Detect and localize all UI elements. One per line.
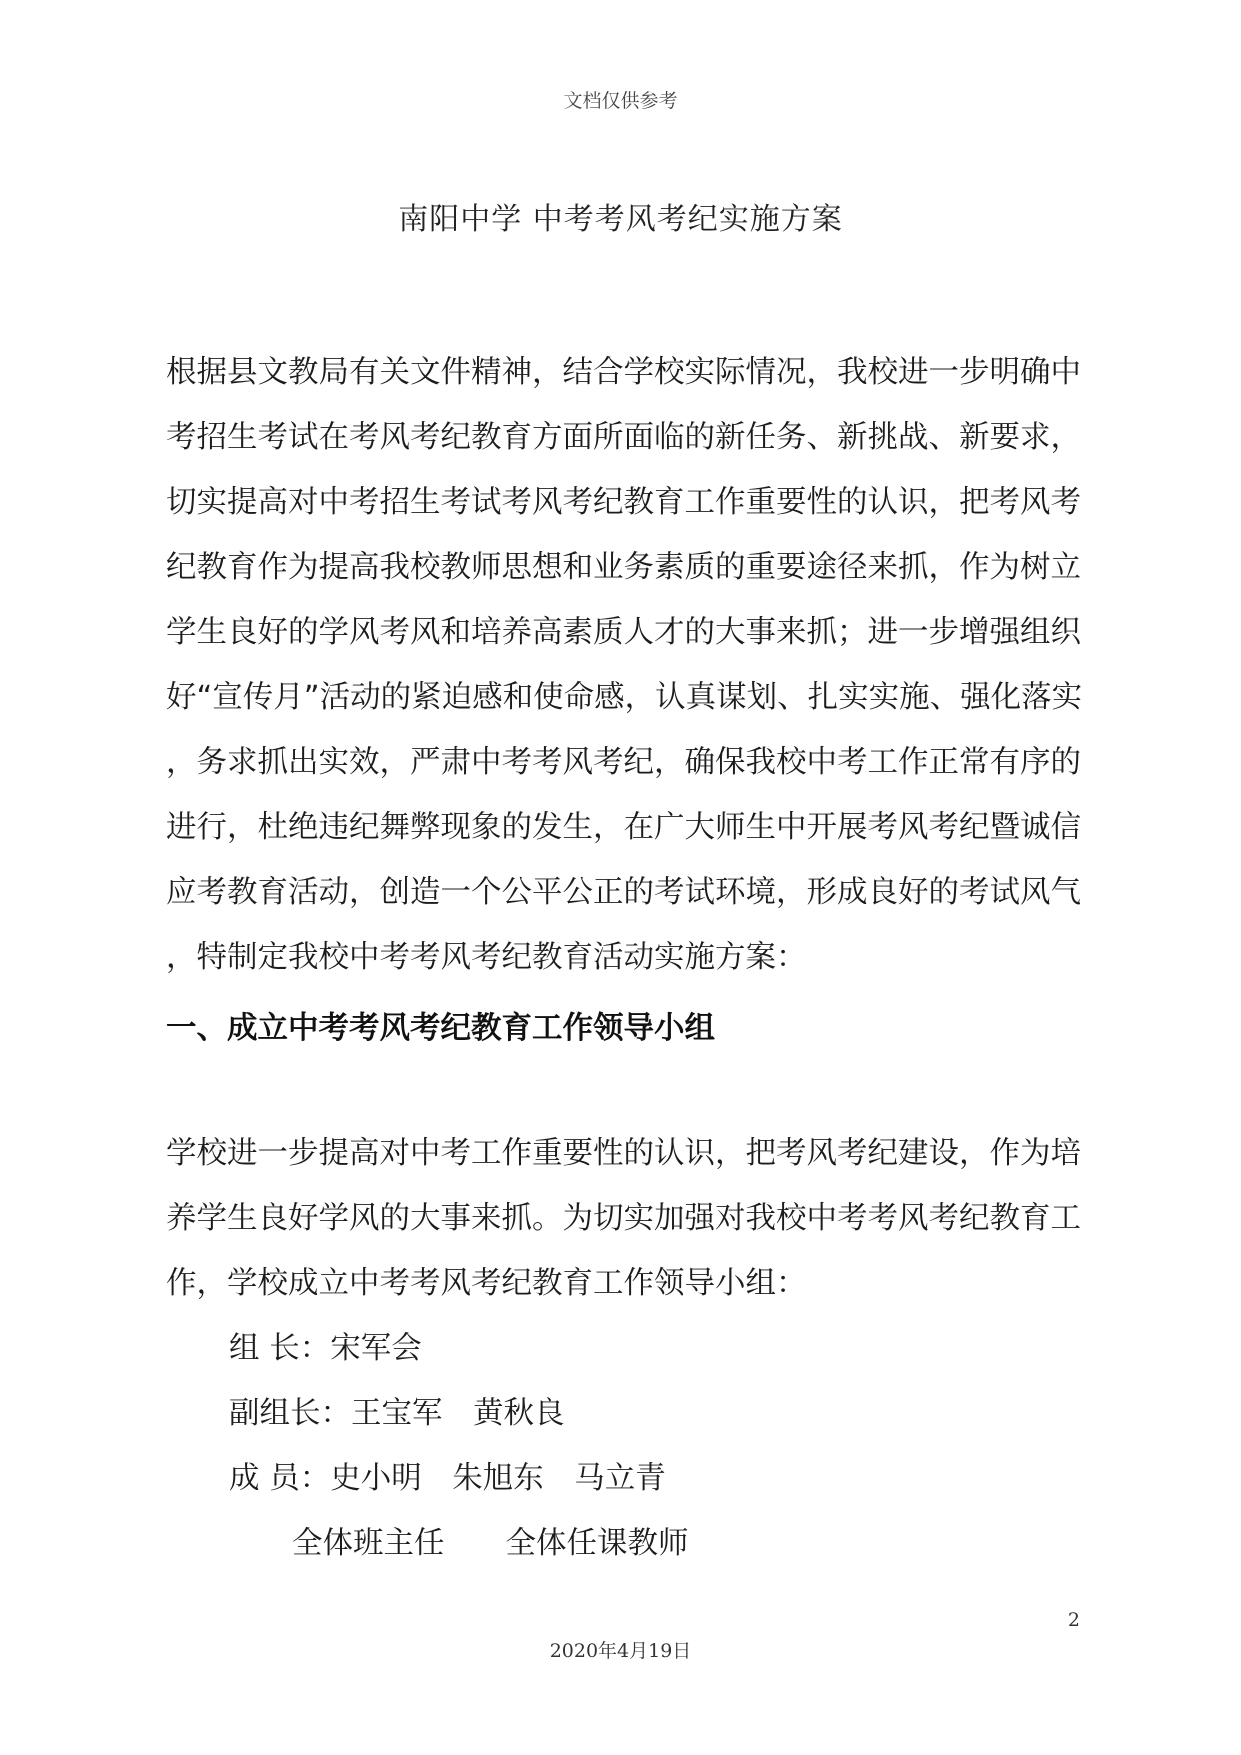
roster-members-extra: 全体班主任 全体任课教师 — [292, 1526, 689, 1561]
paragraph-line: 好“宣传月”活动的紧迫感和使命感，认真谋划、扎实实施、强化落实 — [166, 680, 1083, 715]
paragraph-line: 纪教育作为提高我校教师思想和业务素质的重要途径来抓，作为树立 — [166, 550, 1081, 585]
roster-deputy: 副组长：王宝军 黄秋良 — [229, 1396, 565, 1431]
header-note: 文档仅供参考 — [563, 90, 678, 112]
paragraph-line: 作，学校成立中考考风考纪教育工作领导小组： — [166, 1266, 807, 1301]
page-number: 2 — [1067, 1609, 1080, 1631]
roster-leader: 组 长：宋军会 — [229, 1331, 422, 1366]
roster-members: 成 员：史小明 朱旭东 马立青 — [229, 1461, 666, 1496]
section1-paragraph — [166, 1121, 1080, 1316]
paragraph-line: 根据县文教局有关文件精神，结合学校实际情况，我校进一步明确中 — [166, 355, 1081, 390]
paragraph-line: 切实提高对中考招生考试考风考纪教育工作重要性的认识，把考风考 — [166, 485, 1081, 520]
paragraph-line: 养学生良好学风的大事来抓。为切实加强对我校中考考风考纪教育工 — [166, 1201, 1081, 1236]
paragraph-line: 学生良好的学风考风和培养高素质人才的大事来抓；进一步增强组织 — [166, 615, 1081, 650]
footer-date: 2020年4月19日 — [549, 1640, 692, 1662]
paragraph-line: 进行，杜绝违纪舞弊现象的发生，在广大师生中开展考风考纪暨诚信 — [166, 810, 1081, 845]
intro-paragraph — [166, 340, 1083, 990]
document-title: 南阳中学 中考考风考纪实施方案 — [398, 202, 843, 237]
paragraph-line: 学校进一步提高对中考工作重要性的认识，把考风考纪建设，作为培 — [166, 1136, 1081, 1171]
section-heading: 一、成立中考考风考纪教育工作领导小组 — [166, 1011, 715, 1046]
paragraph-line: 考招生考试在考风考纪教育方面所面临的新任务、新挑战、新要求， — [166, 420, 1081, 455]
paragraph-line: ，务求抓出实效，严肃中考考风考纪，确保我校中考工作正常有序的 — [166, 745, 1081, 780]
paragraph-line: ，特制定我校中考考风考纪教育活动实施方案： — [166, 940, 807, 975]
paragraph-line: 应考教育活动，创造一个公平公正的考试环境，形成良好的考试风气 — [166, 875, 1081, 910]
